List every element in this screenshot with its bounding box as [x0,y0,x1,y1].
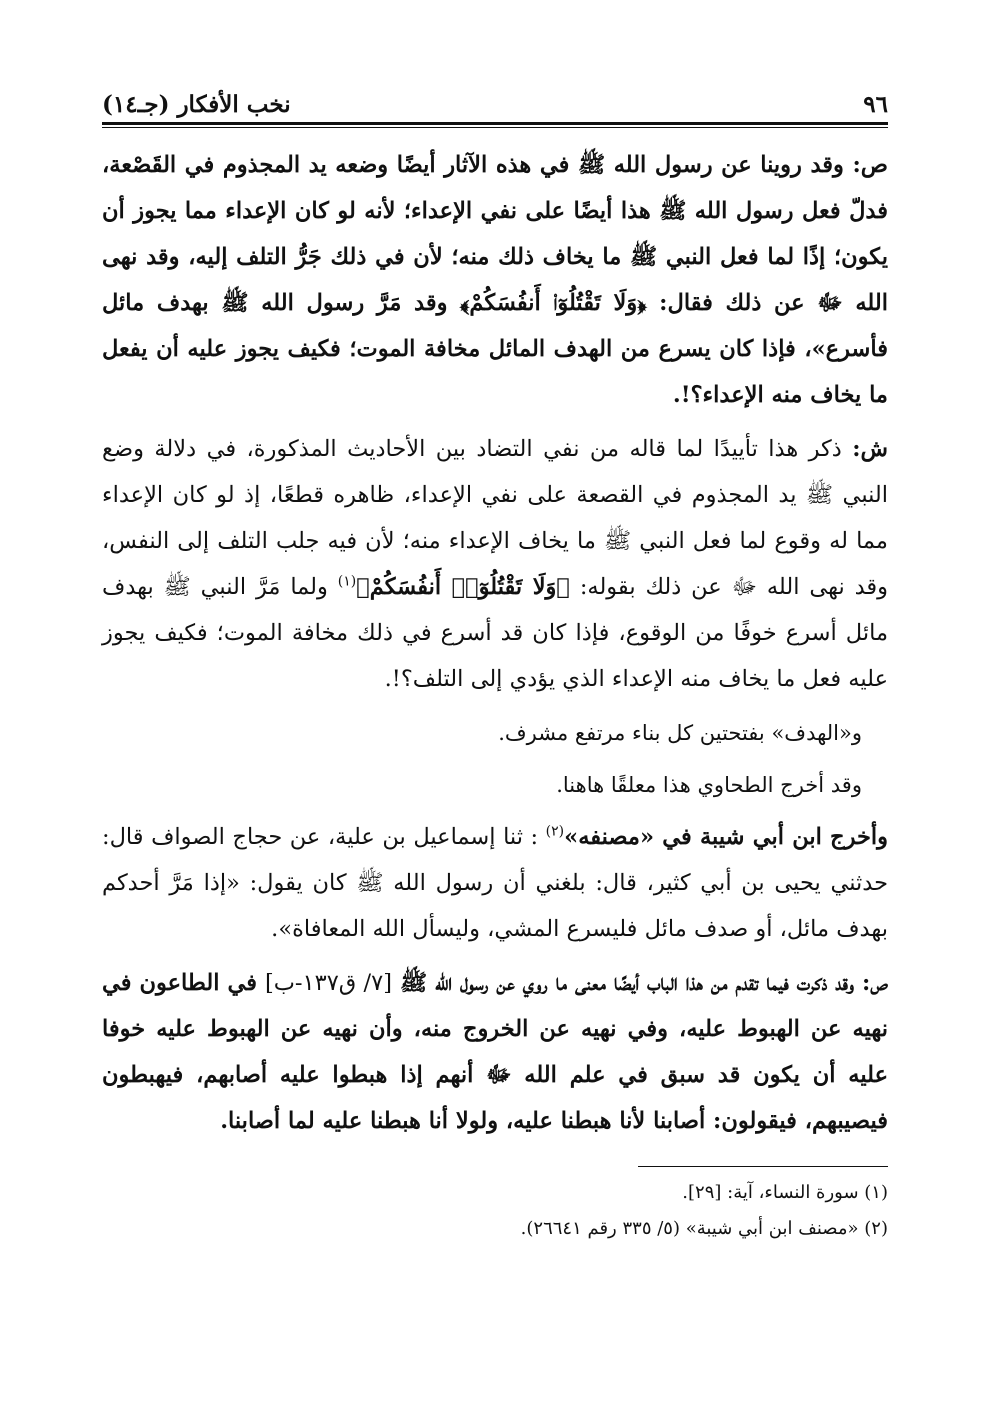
running-header [102,82,888,118]
book-title: نخب الأفكار (جـ١٤) [102,91,291,118]
paragraph-1-text: وقد روينا عن رسول الله ﷺ في هذه الآثار أيضًا وضعه يد المجذوم في القَصْعة، فدلّ فعل رسول الله ﷺ هذا أيضًا على نفي الإعداء؛ لأنه لو كان الإعداء مما يجوز أن يكون؛ إذًا لما فعل النبي ﷺ ما يخاف ذلك منه؛ لأن في ذلك جَرُّ التلف إليه، وقد نهى الله ﷻ عن ذلك فقال: ﴿وَلَا تَقْتُلُوٓا۟ أَنفُسَكُمْ﴾ وقد مَرَّ رسول الله ﷺ بهدف مائل فأسرع»، فإذا كان يسرع من الهدف المائل مخافة الموت؛ فكيف يجوز عليه أن يفعل ما يخاف منه الإعداء؟!. [102,152,888,408]
paragraph-1-lead: ص: [852,152,888,178]
footnote-mark-2: (٢) [545,823,565,840]
paragraph-1 [102,142,888,418]
header-rule-thin [102,127,888,128]
paragraph-6 [102,960,888,1144]
manuscript-reference: [٧/ ق١٣٧-ب] [264,970,393,996]
paragraph-2 [102,426,888,702]
line-tahawi-note: وقد أخرج الطحاوي هذا معلقًا هاهنا. [556,773,862,797]
footnote-mark-1: (١) [337,573,357,590]
paragraph-2-text-b: ولما مَرَّ النبي ﷺ بهدف مائل أسرع خوفًا من الوقوع، فإذا كان قد أسرع في ذلك مخافة الموت؛ فكيف يجوز عليه فعل ما يخاف منه الإعداء الذي يؤدي إلى التلف؟!. [102,574,888,692]
footnote-1: (١) سورة النساء، آية: [٢٩]. [682,1182,888,1203]
quran-verse: ﴿وَلَا تَقْتُلُوٓا۟ أَنفُسَكُمْ﴾ [356,574,570,600]
paragraph-6-text-a: وقد ذكرت فيما تقدم من هذا الباب أيضًا معنى ما روي عن رسول الله ﷺ [400,970,855,996]
footnote-rule [638,1166,888,1167]
header-rule [102,122,888,125]
footnote-2: (٢) «مصنف ابن أبي شيبة» (٥/ ٣٣٥ رقم ٢٦٦٤١). [520,1218,888,1239]
page-number: ٩٦ [863,91,888,118]
line-hadaf-definition: و«الهدف» بفتحتين كل بناء مرتفع مشرف. [498,721,862,745]
paragraph-2-text-a: ذكر هذا تأييدًا لما قاله من نفي التضاد بين الأحاديث المذكورة، في دلالة وضع النبي ﷺ يد المجذوم في القصعة على نفي الإعداء، ظاهره قطعًا، إذ لو كان الإعداء مما له وقوع لما فعل النبي ﷺ ما يخاف الإعداء منه؛ لأن فيه جلب التلف إلى النفس، وقد نهى الله ﷻ عن ذلك بقوله: [102,436,889,600]
paragraph-6-lead: ص: [862,970,888,996]
paragraph-5-lead: وأخرج ابن أبي شيبة في «مصنفه» [564,824,889,850]
paragraph-2-lead: ش: [852,436,888,462]
page [102,82,888,1247]
paragraph-5-text: : ثنا إسماعيل بن علية، عن حجاج الصواف قال: حدثني يحيى بن أبي كثير، قال: بلغني أن رسول الله ﷺ كان يقول: «إذا مَرَّ أحدكم بهدف مائل، أو صدف مائل فليسرع المشي، وليسأل الله المعافاة». [102,824,888,942]
paragraph-6-text-b: في الطاعون في نهيه عن الهبوط عليه، وفي نهيه عن الخروج منه، وأن نهيه عن الهبوط عليه خوفا عليه أن يكون قد سبق في علم الله ﷻ أنهم إذا هبطوا عليه أصابهم، فيهبطون فيصيبهم، فيقولون: أصابنا لأنا هبطنا عليه، ولولا أنا هبطنا عليه لما أصابنا. [102,970,888,1134]
paragraph-5 [102,814,888,952]
